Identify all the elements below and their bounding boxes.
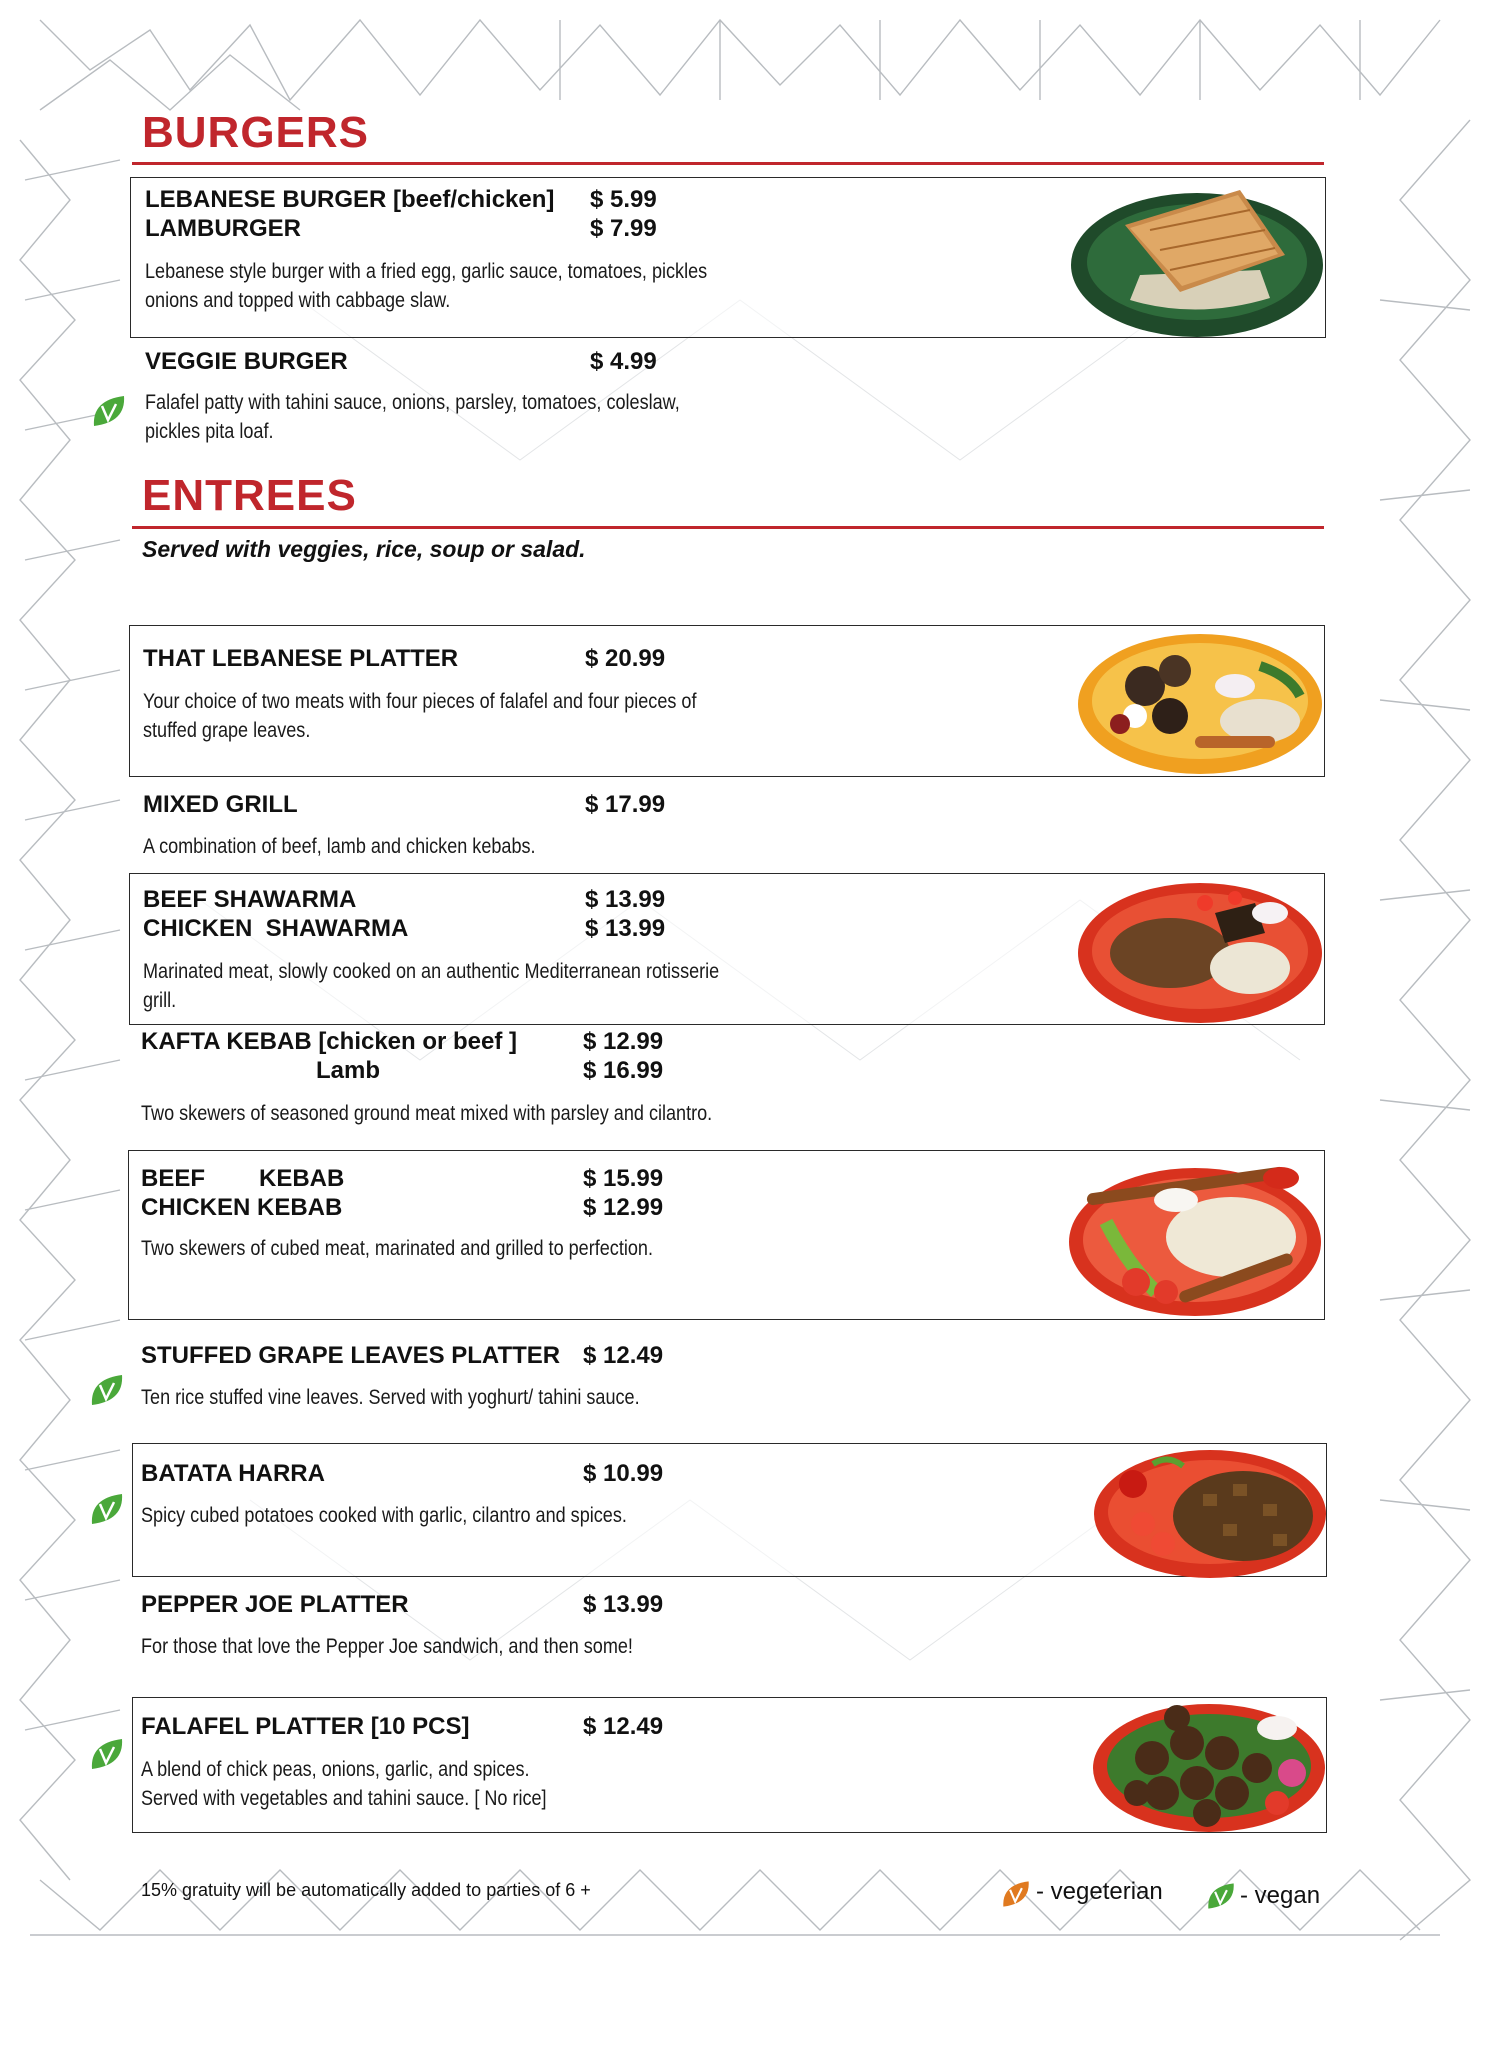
item-description: A combination of beef, lamb and chicken kebabs. — [143, 835, 536, 858]
item-name: Lamb — [316, 1057, 381, 1084]
item-price: $ 20.99 — [585, 645, 666, 672]
item-name: THAT LEBANESE PLATTER — [143, 645, 459, 672]
item-name: CHICKEN SHAWARMA — [143, 915, 409, 942]
item-name: BEEF SHAWARMA — [143, 886, 357, 913]
vegan-leaf-icon — [88, 1735, 126, 1773]
vegetarian-leaf-icon — [1000, 1878, 1032, 1910]
item-description: stuffed grape leaves. — [143, 719, 311, 742]
item-price: $ 12.99 — [583, 1028, 664, 1055]
falafel-platter-photo — [1092, 1698, 1326, 1832]
item-price: $ 12.99 — [583, 1194, 664, 1221]
item-description: Lebanese style burger with a fried egg, garlic sauce, tomatoes, pickles — [145, 260, 708, 283]
section-title-entrees: ENTREES — [142, 471, 357, 520]
vegan-leaf-icon — [88, 1371, 126, 1409]
section-title-burgers: BURGERS — [142, 108, 370, 157]
item-name: FALAFEL PLATTER [10 PCS] — [141, 1713, 470, 1740]
item-name: STUFFED GRAPE LEAVES PLATTER — [141, 1342, 561, 1369]
vegan-leaf-icon — [88, 1490, 126, 1528]
item-price: $ 16.99 — [583, 1057, 664, 1084]
item-price: $ 13.99 — [583, 1591, 664, 1618]
burger-photo — [1070, 180, 1324, 338]
section-divider — [132, 526, 1324, 529]
item-name: PEPPER JOE PLATTER — [141, 1591, 409, 1618]
legend-vegan-label: - vegan — [1240, 1882, 1321, 1909]
item-name: CHICKEN KEBAB — [141, 1194, 343, 1221]
item-name: VEGGIE BURGER — [145, 348, 348, 375]
section-subtitle: Served with veggies, rice, soup or salad. — [142, 536, 586, 562]
item-description: Falafel patty with tahini sauce, onions, parsley, tomatoes, coleslaw, — [145, 391, 680, 414]
item-name: KEBAB — [259, 1165, 345, 1192]
item-description: Spicy cubed potatoes cooked with garlic, cilantro and spices. — [141, 1504, 627, 1527]
item-price: $ 17.99 — [585, 791, 666, 818]
item-description: For those that love the Pepper Joe sandwich, and then some! — [141, 1635, 633, 1658]
item-price: $ 10.99 — [583, 1460, 664, 1487]
item-description: Two skewers of seasoned ground meat mixed with parsley and cilantro. — [141, 1102, 713, 1125]
vegan-leaf-icon — [1205, 1880, 1237, 1912]
item-price: $ 15.99 — [583, 1165, 664, 1192]
vegan-leaf-icon — [90, 392, 128, 430]
item-description: A blend of chick peas, onions, garlic, and spices. — [141, 1758, 530, 1781]
item-name: LAMBURGER — [145, 215, 301, 242]
item-description: Two skewers of cubed meat, marinated and grilled to perfection. — [141, 1237, 653, 1260]
item-price: $ 12.49 — [583, 1713, 664, 1740]
kebab-photo — [1066, 1152, 1324, 1318]
item-description: Marinated meat, slowly cooked on an authentic Mediterranean rotisserie — [143, 960, 720, 983]
item-price: $ 7.99 — [590, 215, 657, 242]
item-price: $ 13.99 — [585, 915, 666, 942]
legend-vegetarian-label: - vegeterian — [1036, 1878, 1163, 1905]
item-price: $ 4.99 — [590, 348, 657, 375]
item-description: Ten rice stuffed vine leaves. Served with yoghurt/ tahini sauce. — [141, 1386, 640, 1409]
item-description: pickles pita loaf. — [145, 420, 274, 443]
item-description: Your choice of two meats with four pieces of falafel and four pieces of — [143, 690, 697, 713]
item-name: KAFTA KEBAB [chicken or beef ] — [141, 1028, 518, 1055]
lebanese-platter-photo — [1075, 626, 1325, 776]
item-price: $ 13.99 — [585, 886, 666, 913]
item-description: grill. — [143, 989, 177, 1012]
shawarma-photo — [1075, 873, 1325, 1025]
batata-harra-photo — [1093, 1444, 1327, 1578]
item-name: LEBANESE BURGER [beef/chicken] — [145, 186, 555, 213]
item-description: onions and topped with cabbage slaw. — [145, 289, 451, 312]
item-name: BATATA HARRA — [141, 1460, 325, 1487]
item-name: MIXED GRILL — [143, 791, 298, 818]
item-name: BEEF — [141, 1165, 206, 1192]
gratuity-note: 15% gratuity will be automatically added to parties of 6 + — [141, 1880, 591, 1900]
section-divider — [132, 162, 1324, 165]
item-price: $ 5.99 — [590, 186, 657, 213]
item-description: Served with vegetables and tahini sauce. [ No rice] — [141, 1787, 547, 1810]
item-price: $ 12.49 — [583, 1342, 664, 1369]
